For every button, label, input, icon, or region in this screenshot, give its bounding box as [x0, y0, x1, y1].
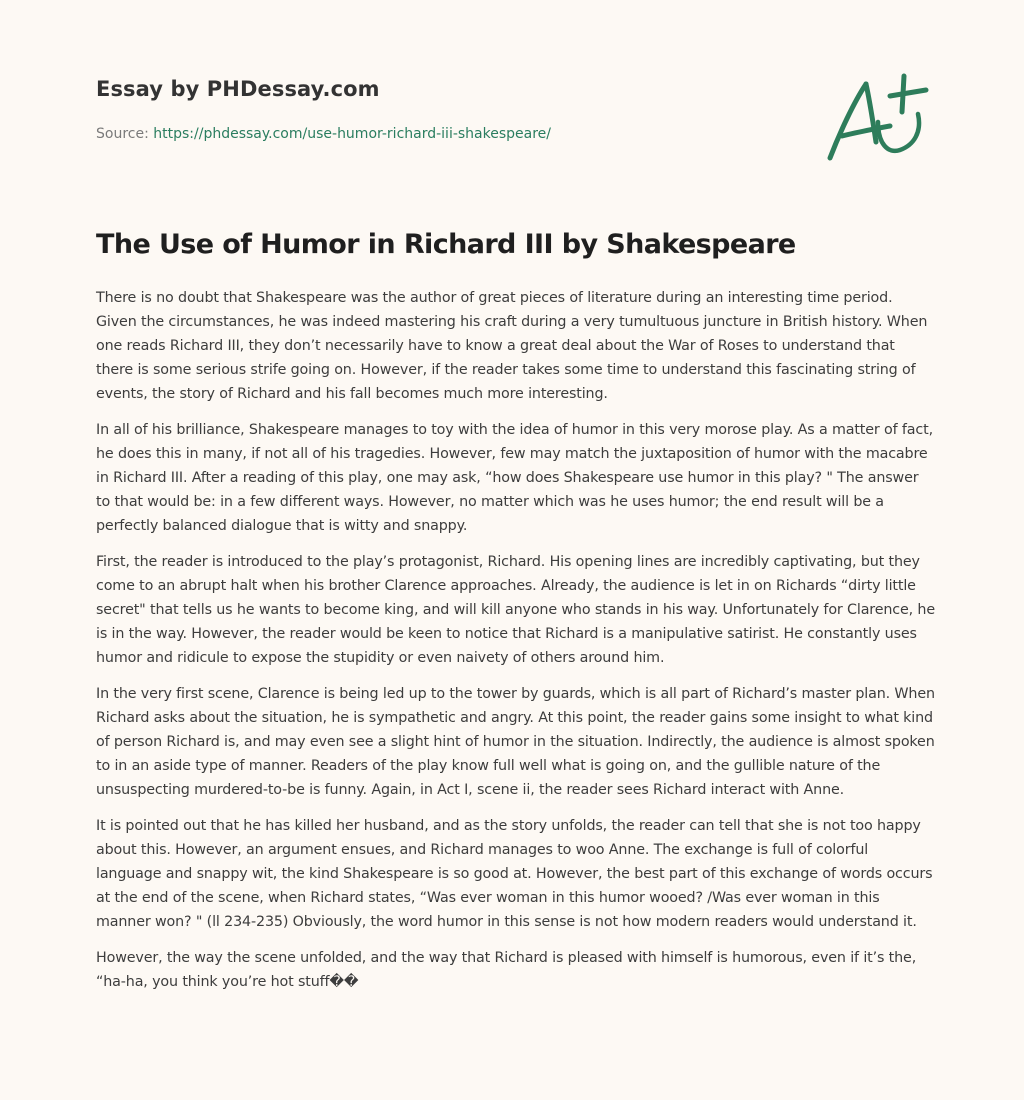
- essay-title: The Use of Humor in Richard III by Shakespeare: [96, 229, 796, 260]
- essay-paragraph: In the very first scene, Clarence is being led up to the tower by guards, which is all part of Richard’s master plan. When Richard asks about the situation, he is sympathetic and angry. At this point, the reader gains some insight to what kind of person Richard is, and may even see a slight hint of humor in the situation. Indirectly, the audience is almost spoken to in an aside type of manner. Readers of the play know full well what is going on, and the gullible nature of the unsuspecting murdered-to-be is funny. Again, in Act I, scene ii, the reader sees Richard interact with Anne.: [96, 686, 935, 798]
- essay-paragraph: There is no doubt that Shakespeare was the author of great pieces of literature during an interesting time period. Given the circumstances, he was indeed mastering his craft during a very tumultuous juncture in British history. When one reads Richard III, they don’t necessarily have to know a great deal about the War of Roses to understand that there is some serious strife going on. However, if the reader takes some time to understand this fascinating string of events, the story of Richard and his fall becomes much more interesting.: [96, 290, 928, 402]
- page-header: [96, 74, 796, 144]
- essay-paragraph: In all of his brilliance, Shakespeare manages to toy with the idea of humor in this very morose play. As a matter of fact, he does this in many, if not all of his tragedies. However, few may match the juxtaposition of humor with the macabre in Richard III. After a reading of this play, one may ask, “how does Shakespeare use humor in this play? " The answer to that would be: in a few different ways. However, no matter which was he uses humor; the end result will be a perfectly balanced dialogue that is witty and snappy.: [96, 422, 933, 534]
- essay-body: [96, 286, 936, 1006]
- source-label: Source:: [96, 126, 149, 142]
- a-plus-grade-icon: [818, 62, 938, 172]
- essay-paragraph: It is pointed out that he has killed her husband, and as the story unfolds, the reader can tell that she is not too happy about this. However, an argument ensues, and Richard manages to woo Anne. The exchange is full of colorful language and snappy wit, the kind Shakespeare is so good at. However, the best part of this exchange of words occurs at the end of the scene, when Richard states, “Was ever woman in this humor wooed? /Was ever woman in this manner won? " (ll 234-235) Obviously, the word humor in this sense is not how modern readers would understand it.: [96, 818, 933, 930]
- source-link[interactable]: https://phdessay.com/use-humor-richard-iii-shakespeare/: [153, 126, 552, 142]
- source-line: [96, 124, 796, 144]
- site-title: Essay by PHDessay.com: [96, 77, 380, 101]
- essay-paragraph: First, the reader is introduced to the play’s protagonist, Richard. His opening lines are incredibly captivating, but they come to an abrupt halt when his brother Clarence approaches. Already, the audience is let in on Richards “dirty little secret" that tells us he wants to become king, and will kill anyone who stands in his way. Unfortunately for Clarence, he is in the way. However, the reader would be keen to notice that Richard is a manipulative satirist. He constantly uses humor and ridicule to expose the stupidity or even naivety of others around him.: [96, 554, 935, 666]
- essay-paragraph: However, the way the scene unfolded, and the way that Richard is pleased with himself is humorous, even if it’s the, “ha-ha, you think you’re hot stuff��: [96, 950, 917, 990]
